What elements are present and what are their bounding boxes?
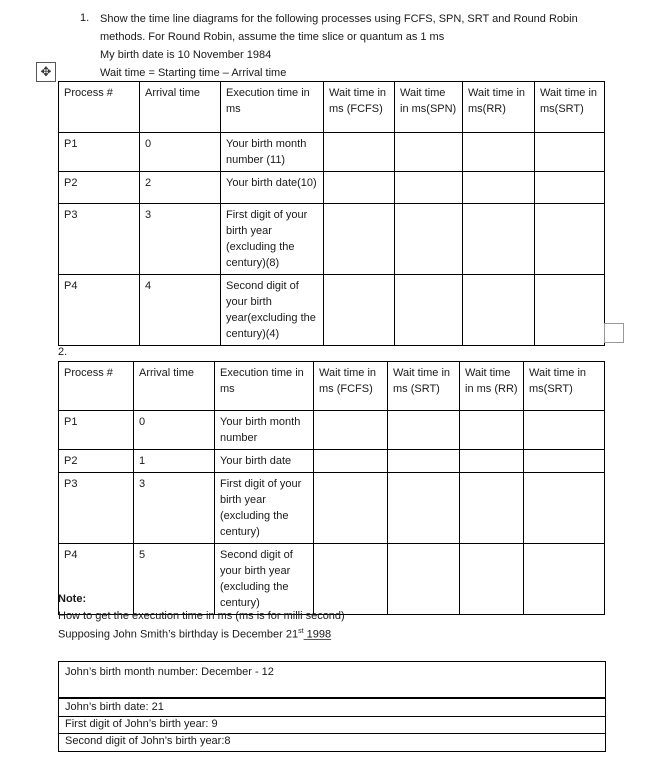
table-row [59, 133, 605, 172]
cell-wait[interactable] [535, 172, 605, 204]
note-line-1: How to get the execution time in ms (ms is for milli second) [58, 610, 345, 622]
table-header-row [59, 362, 605, 411]
question-1-birth-date: My birth date is 10 November 1984 [100, 49, 272, 61]
cell-execution: Your birth month number [215, 411, 314, 450]
john-second-digit-row [58, 733, 606, 752]
question-2-number: 2. [58, 346, 68, 358]
cell-wait[interactable] [463, 275, 535, 346]
header-arrival: Arrival time [140, 82, 221, 133]
cell-process: P1 [59, 133, 140, 172]
cell-wait[interactable] [388, 544, 460, 615]
john-date-text: John’s birth date: 21 [65, 701, 164, 713]
table-row [59, 544, 605, 615]
header-execution: Execution time in ms [221, 82, 324, 133]
cell-wait[interactable] [524, 411, 605, 450]
cell-execution: First digit of your birth year (excluding the century) [215, 473, 314, 544]
cell-process: P1 [59, 411, 134, 450]
table-question-2 [58, 361, 605, 615]
cell-arrival: 4 [140, 275, 221, 346]
table-resize-handle[interactable] [604, 323, 624, 343]
cell-process: P3 [59, 204, 140, 275]
cell-wait[interactable] [314, 473, 388, 544]
john-month-box [58, 661, 606, 698]
header-process: Process # [59, 82, 140, 133]
cell-process: P3 [59, 473, 134, 544]
question-1-line-1: Show the time line diagrams for the following processes using FCFS, SPN, SRT and Round Robin [100, 13, 578, 25]
cell-process: P4 [59, 544, 134, 615]
cell-wait[interactable] [463, 133, 535, 172]
cell-execution: Your birth date [215, 450, 314, 473]
table-question-1 [58, 81, 605, 346]
cell-wait[interactable] [535, 133, 605, 172]
cell-wait[interactable] [524, 473, 605, 544]
cell-execution: Second digit of your birth year (excluding the century) [215, 544, 314, 615]
question-1-wait-formula: Wait time = Starting time – Arrival time [100, 67, 287, 79]
header-execution: Execution time in ms [215, 362, 314, 411]
cell-wait[interactable] [524, 544, 605, 615]
cell-arrival: 0 [140, 133, 221, 172]
cell-wait[interactable] [324, 133, 395, 172]
cell-wait[interactable] [395, 204, 463, 275]
table-row [59, 172, 605, 204]
cell-wait[interactable] [388, 450, 460, 473]
cell-execution: First digit of your birth year (excluding the century)(8) [221, 204, 324, 275]
cell-process: P2 [59, 450, 134, 473]
cell-execution: Your birth month number (11) [221, 133, 324, 172]
cell-wait[interactable] [463, 204, 535, 275]
cell-arrival: 3 [140, 204, 221, 275]
note-line-2 [58, 628, 331, 641]
cell-wait[interactable] [460, 473, 524, 544]
cell-arrival: 2 [140, 172, 221, 204]
cell-wait[interactable] [524, 450, 605, 473]
cell-wait[interactable] [535, 204, 605, 275]
cell-arrival: 5 [134, 544, 215, 615]
cell-execution: Second digit of your birth year(excluding the century)(4) [221, 275, 324, 346]
cell-wait[interactable] [395, 133, 463, 172]
note-year: 1998 [303, 628, 332, 641]
header-rr: Wait time in ms (RR) [460, 362, 524, 411]
header-fcfs: Wait time in ms (FCFS) [314, 362, 388, 411]
header-rr: Wait time in ms(RR) [463, 82, 535, 133]
cell-execution: Your birth date(10) [221, 172, 324, 204]
header-fcfs: Wait time in ms (FCFS) [324, 82, 395, 133]
cell-wait[interactable] [324, 172, 395, 204]
table-move-handle-icon[interactable]: ✥ [36, 62, 56, 82]
table-header-row [59, 82, 605, 133]
cell-process: P4 [59, 275, 140, 346]
cell-wait[interactable] [324, 275, 395, 346]
cell-wait[interactable] [535, 275, 605, 346]
table-row [59, 204, 605, 275]
cell-wait[interactable] [395, 172, 463, 204]
header-process: Process # [59, 362, 134, 411]
table-row [59, 411, 605, 450]
table-row [59, 450, 605, 473]
cell-wait[interactable] [324, 204, 395, 275]
cell-wait[interactable] [388, 473, 460, 544]
cell-wait[interactable] [460, 450, 524, 473]
header-srt: Wait time in ms (SRT) [388, 362, 460, 411]
cell-wait[interactable] [460, 411, 524, 450]
header-srt: Wait time in ms(SRT) [535, 82, 605, 133]
table-row [59, 473, 605, 544]
cell-wait[interactable] [388, 411, 460, 450]
cell-arrival: 1 [134, 450, 215, 473]
cell-wait[interactable] [463, 172, 535, 204]
cell-process: P2 [59, 172, 140, 204]
header-srt-2: Wait time in ms(SRT) [524, 362, 605, 411]
john-second-digit-text: Second digit of John’s birth year:8 [65, 735, 231, 747]
cell-wait[interactable] [460, 544, 524, 615]
question-1-number: 1. [80, 12, 90, 24]
header-spn: Wait time in ms(SPN) [395, 82, 463, 133]
cell-wait[interactable] [314, 544, 388, 615]
john-first-digit-text: First digit of John’s birth year: 9 [65, 718, 218, 730]
cell-wait[interactable] [314, 411, 388, 450]
cell-wait[interactable] [314, 450, 388, 473]
cell-arrival: 0 [134, 411, 215, 450]
john-month-text: John’s birth month number: December - 12 [65, 666, 274, 678]
cell-wait[interactable] [395, 275, 463, 346]
note-heading: Note: [58, 593, 87, 605]
cell-arrival: 3 [134, 473, 215, 544]
john-date-row [58, 698, 606, 717]
john-first-digit-row [58, 716, 606, 734]
question-1-line-2: methods. For Round Robin, assume the time slice or quantum as 1 ms [100, 31, 445, 43]
table-row [59, 275, 605, 346]
header-arrival: Arrival time [134, 362, 215, 411]
note-superscript: st [298, 628, 304, 635]
note-line-2-text: Supposing John Smith’s birthday is December 21 [58, 628, 299, 641]
